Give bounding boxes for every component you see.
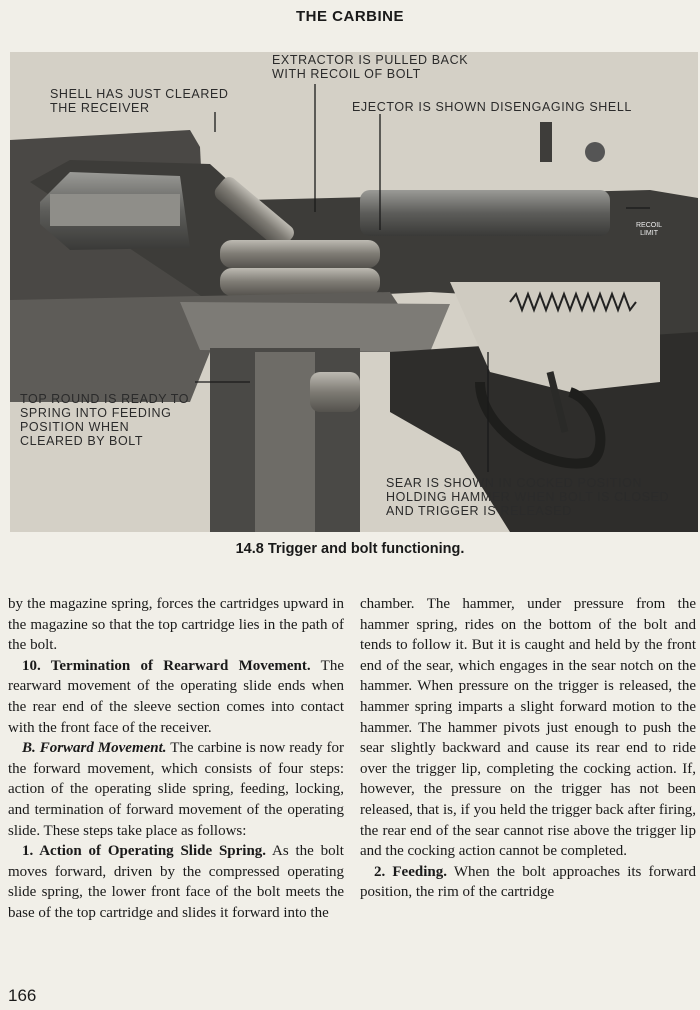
label-top-round: TOP ROUND IS READY TO SPRING INTO FEEDING POSITION WHEN CLEARED BY BOLT (20, 392, 190, 448)
sight-knob (585, 142, 605, 162)
paragraph-text: The rearward movement of the operating slide ends when the rear end of the sleeve section comes into contact with the front face of the receiver. (8, 657, 344, 736)
paragraph-text: As the bolt moves forward, driven by the compressed operating slide spring, the lower front face of the bolt meets the base of the top cartridge and slides it forward into the (8, 843, 344, 921)
section-heading: 10. Termination of Rearward Movement. (22, 657, 311, 674)
label-extractor: EXTRACTOR IS PULLED BACK WITH RECOIL OF BOLT (272, 53, 469, 81)
paragraph-section-b (8, 738, 344, 841)
label-recoil-limit: RECOIL LIMIT (636, 222, 663, 237)
bolt (360, 190, 610, 236)
paragraph-step-1 (8, 841, 344, 923)
section-heading: 2. Feeding. (374, 863, 447, 880)
label-ejector: EJECTOR IS SHOWN DISENGAGING SHELL (352, 100, 632, 114)
cartridge-top (220, 240, 380, 268)
figure-caption: 14.8 Trigger and bolt functioning. (235, 541, 465, 557)
section-heading: B. Forward Movement. (22, 740, 167, 757)
text-column-right (360, 594, 696, 903)
rear-sight (540, 122, 552, 162)
paragraph: chamber. The hammer, under pressure from the hammer spring, rides on the bottom of the bolt and tends to follow it. But it is caught and held by the front end of the sear, which engages in the sear notch on the hammer. When pressure on the trigger is released, the hammer spring imparts a slight forward motion to the hammer. The hammer pivots just enough to push the sear slightly backward and cause its rear end to ride over the trigger lip, completing the cocking action. If, however, the pressure on the trigger has not been released, that is, if you held the trigger back after firing, the rear end of the sear cannot rise above the trigger lip and the cocking action cannot be completed. (360, 596, 696, 860)
carbine-cutaway-illustration (10, 52, 698, 532)
paragraph-step-10 (8, 656, 344, 738)
label-sear: SEAR IS SHOWN IN COCKED POSITION HOLDING HAMMER WHEN BOLT IS CLOSED AND TRIGGER IS RELEASED (386, 476, 670, 518)
page-number: 166 (8, 986, 37, 1005)
paragraph-text: The carbine is now ready for the forward movement, which consists of four steps: action of the operating slide spring, feeding, locking, and termination of forward movement of the operating slide. These steps take place as follows: (8, 740, 344, 839)
text-column-left (8, 594, 344, 924)
paragraph-text: When the bolt approaches its forward position, the rim of the cartridge (360, 863, 696, 901)
figure-trigger-bolt-cutaway (10, 52, 698, 532)
cartridge-second (220, 268, 380, 296)
label-shell: SHELL HAS JUST CLEARED THE RECEIVER (50, 87, 229, 115)
section-heading: 1. Action of Operating Slide Spring. (22, 843, 267, 860)
running-head: THE CARBINE (295, 8, 404, 25)
paragraph: by the magazine spring, forces the cartridges upward in the magazine so that the top cartridge lies in the path of the bolt. (8, 596, 344, 654)
paragraph-step-2 (360, 862, 696, 903)
